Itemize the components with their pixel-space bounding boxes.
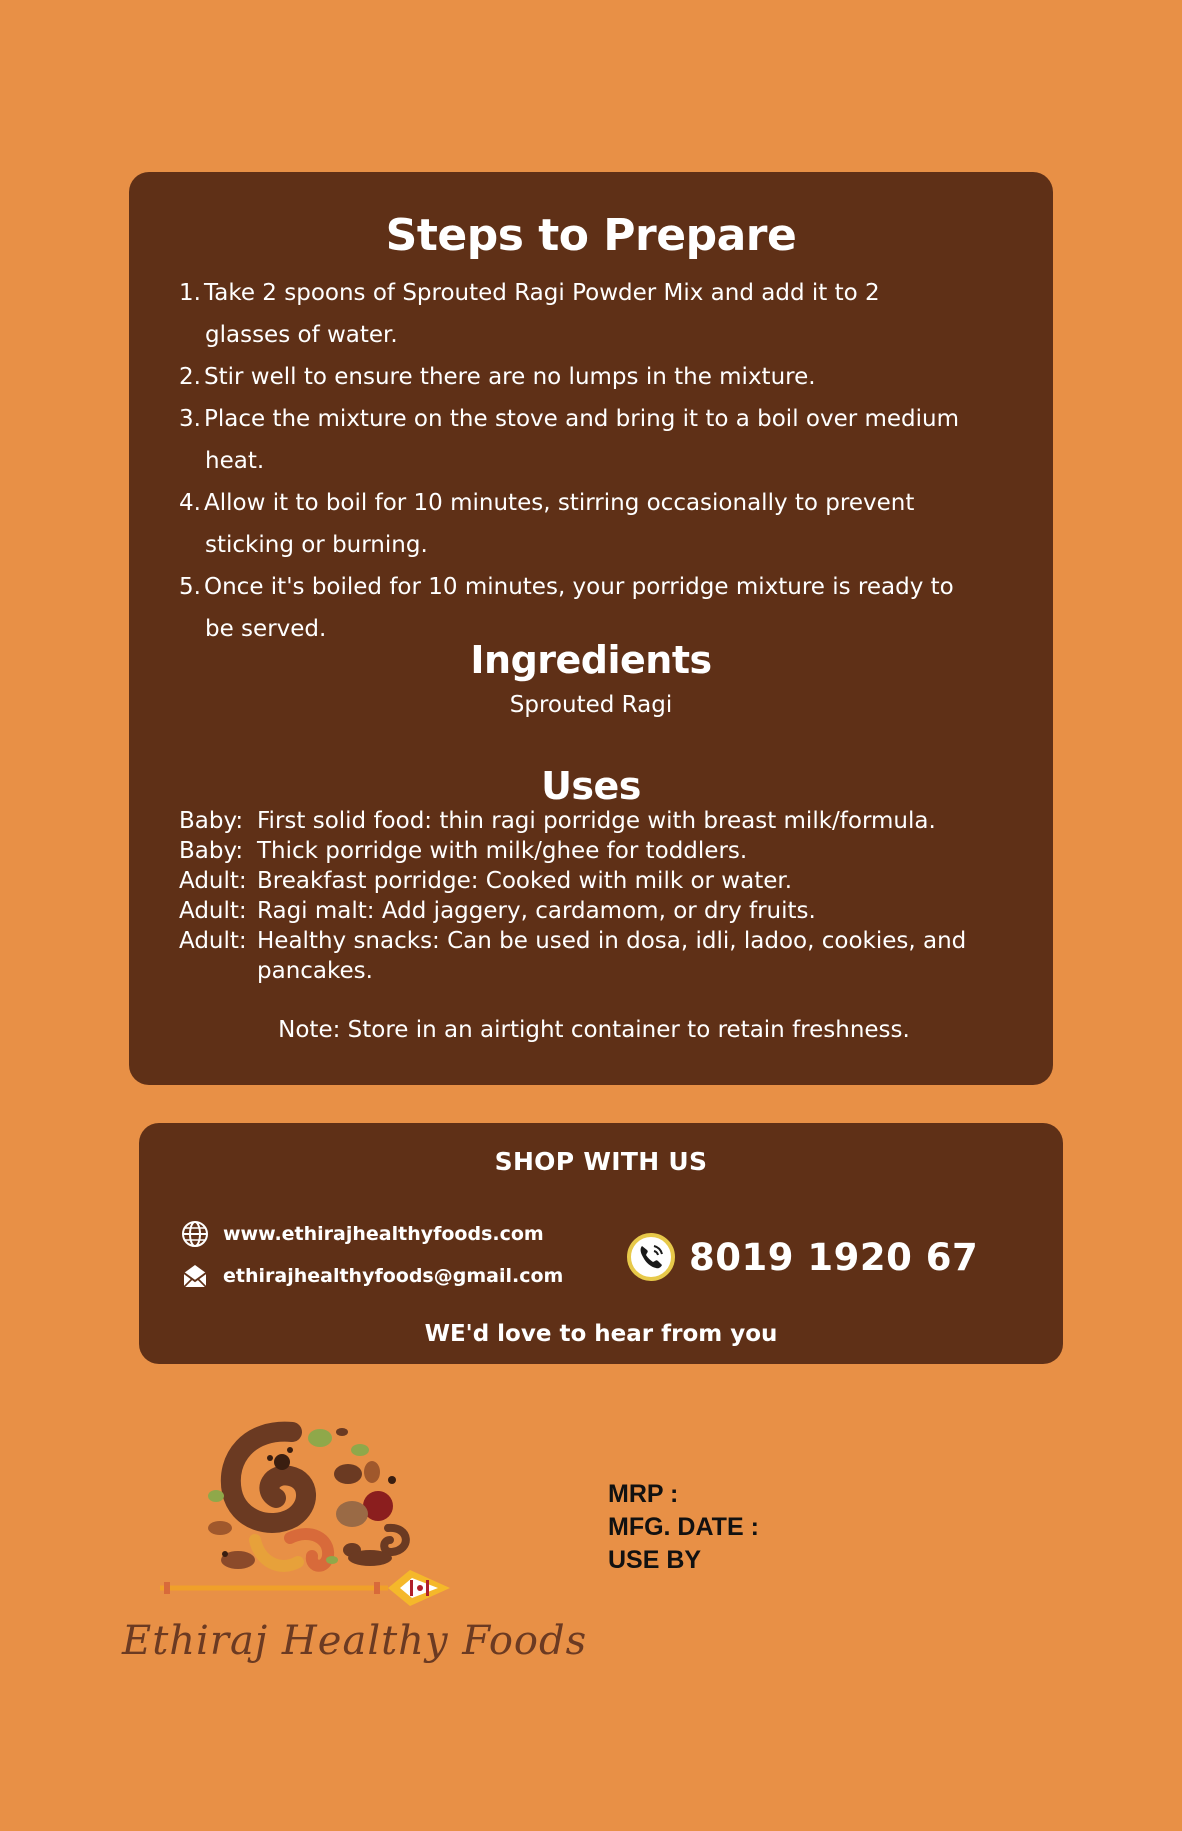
brand-name: Ethiraj Healthy Foods bbox=[122, 1618, 588, 1664]
use-audience: Baby: bbox=[179, 838, 244, 864]
use-audience: Adult: bbox=[179, 868, 247, 894]
use-item bbox=[179, 836, 1039, 866]
step-line: Allow it to boil for 10 minutes, stirring occasionally to prevent bbox=[204, 490, 915, 516]
step-line: be served. bbox=[205, 616, 327, 642]
steps-list bbox=[179, 272, 1009, 650]
mrp-label: MRP : bbox=[608, 1480, 679, 1508]
globe-icon bbox=[181, 1220, 209, 1248]
use-audience: Adult: bbox=[179, 928, 247, 954]
step-text bbox=[202, 356, 816, 398]
shop-title: SHOP WITH US bbox=[494, 1147, 708, 1176]
use-item bbox=[179, 866, 1039, 896]
phone-icon bbox=[627, 1233, 675, 1281]
use-audience: Adult: bbox=[179, 898, 247, 924]
uses-title: Uses bbox=[541, 764, 641, 808]
shop-panel bbox=[139, 1123, 1063, 1364]
ingredients-title: Ingredients bbox=[470, 638, 712, 682]
step-line: heat. bbox=[205, 448, 265, 474]
email-link[interactable]: ethirajhealthyfoods@gmail.com bbox=[223, 1265, 564, 1287]
use-item bbox=[179, 806, 1039, 836]
step-line: Take 2 spoons of Sprouted Ragi Powder Mix and add it to 2 bbox=[204, 280, 880, 306]
preparation-panel bbox=[129, 172, 1053, 1085]
ingredients-text: Sprouted Ragi bbox=[509, 692, 673, 718]
step-line: Stir well to ensure there are no lumps in the mixture. bbox=[204, 364, 816, 390]
step-text bbox=[202, 398, 959, 482]
step-line: Once it's boiled for 10 minutes, your porridge mixture is ready to bbox=[204, 574, 954, 600]
mfg-date-label: MFG. DATE : bbox=[608, 1513, 759, 1541]
use-item bbox=[179, 926, 1039, 986]
step-line: Place the mixture on the stove and bring it to a boil over medium bbox=[204, 406, 960, 432]
step-line: sticking or burning. bbox=[205, 532, 428, 558]
shop-tagline: WE'd love to hear from you bbox=[424, 1321, 778, 1347]
phone-number[interactable]: 8019 1920 67 bbox=[689, 1235, 979, 1279]
use-by-label: USE BY bbox=[608, 1546, 702, 1574]
step-number: 2. bbox=[179, 364, 201, 390]
website-row[interactable] bbox=[181, 1220, 544, 1248]
step-line: glasses of water. bbox=[205, 322, 398, 348]
use-text: Healthy snacks: Can be used in dosa, idli, ladoo, cookies, and pancakes. bbox=[257, 928, 967, 984]
step-text bbox=[202, 482, 914, 566]
website-link[interactable]: www.ethirajhealthyfoods.com bbox=[223, 1223, 544, 1245]
product-info bbox=[608, 1478, 759, 1577]
use-text: Breakfast porridge: Cooked with milk or water. bbox=[257, 868, 793, 894]
steps-title: Steps to Prepare bbox=[385, 210, 797, 261]
phone-row[interactable] bbox=[627, 1233, 978, 1281]
envelope-icon bbox=[181, 1262, 209, 1290]
step-number: 5. bbox=[179, 574, 201, 600]
uses-list bbox=[179, 806, 1039, 986]
storage-note: Note: Store in an airtight container to retain freshness. bbox=[278, 1017, 910, 1043]
step-item bbox=[179, 398, 1009, 482]
use-item bbox=[179, 896, 1039, 926]
use-text: Ragi malt: Add jaggery, cardamom, or dry fruits. bbox=[257, 898, 816, 924]
use-text: Thick porridge with milk/ghee for toddlers. bbox=[257, 838, 748, 864]
step-number: 4. bbox=[179, 490, 201, 516]
use-audience: Baby: bbox=[179, 808, 244, 834]
use-text: First solid food: thin ragi porridge with breast milk/formula. bbox=[257, 808, 936, 834]
step-item bbox=[179, 356, 1009, 398]
step-item bbox=[179, 272, 1009, 356]
email-row[interactable] bbox=[181, 1262, 563, 1290]
step-number: 1. bbox=[179, 280, 201, 306]
step-number: 3. bbox=[179, 406, 201, 432]
step-item bbox=[179, 482, 1009, 566]
step-text bbox=[202, 272, 880, 356]
